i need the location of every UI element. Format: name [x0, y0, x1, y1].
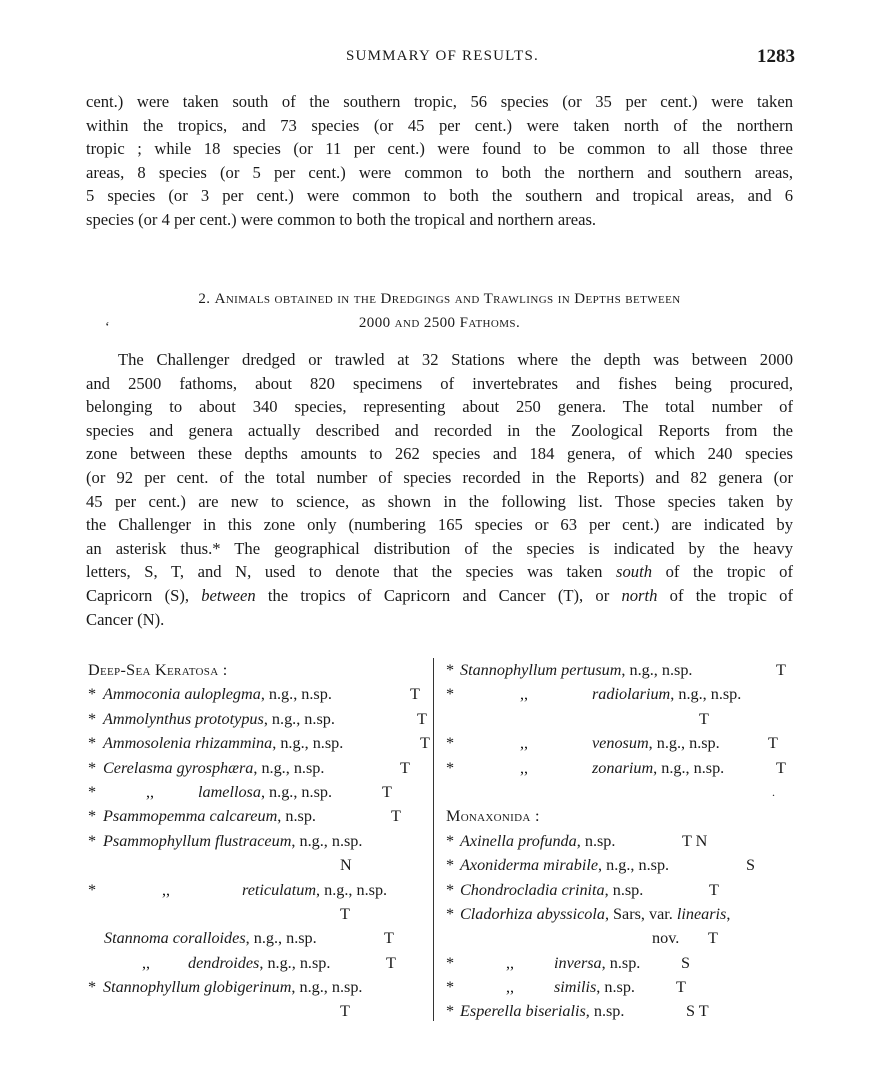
- distribution-letter: S: [746, 856, 756, 875]
- distribution-letter: T: [676, 978, 686, 997]
- species-note: , n.g., n.sp.: [263, 709, 335, 728]
- asterisk-mark: *: [446, 758, 455, 777]
- species-entry: [460, 902, 730, 926]
- running-head: SUMMARY OF RESULTS.: [346, 48, 539, 64]
- list-item: [88, 926, 428, 950]
- distribution-letter: T: [384, 929, 394, 948]
- emphasis: north: [621, 585, 658, 605]
- species-note: , n.g., n.sp.: [316, 880, 388, 899]
- text-run: the tropics of Capricorn and Cancer (T), or: [255, 585, 622, 605]
- species-list-right: [446, 658, 796, 1024]
- asterisk-mark: *: [88, 709, 97, 728]
- species-name: Esperella biserialis: [460, 1002, 586, 1021]
- list-item: [88, 780, 428, 804]
- species-name: radiolarium: [592, 685, 671, 704]
- species-name: lamellosa: [198, 782, 261, 801]
- asterisk-mark: *: [446, 978, 455, 997]
- distribution-letter: S: [681, 953, 691, 972]
- list-item: [446, 902, 796, 926]
- text-line: areas, 8 species (or 5 per cent.) were common to both the northern and southern areas,: [86, 162, 793, 182]
- asterisk-mark: *: [88, 807, 97, 826]
- species-note: , Sars, var.: [604, 904, 677, 923]
- list-item: [446, 829, 796, 853]
- text-line: the Challenger in this zone only (numbering 165 species or 63 per cent.) are indicated by: [86, 515, 793, 535]
- section-title-line-2: 2000 and 2500 Fathoms.: [358, 315, 521, 331]
- species-entry: [460, 658, 692, 682]
- distribution-letter: T: [400, 758, 410, 777]
- distribution-letter: T: [699, 709, 709, 728]
- text-line: [86, 584, 793, 608]
- species-note: , n.sp.: [277, 807, 316, 826]
- asterisk-mark: *: [446, 880, 455, 899]
- species-note: , n.g., n.sp.: [245, 929, 317, 948]
- list-item: [88, 682, 428, 706]
- asterisk-mark: *: [88, 782, 97, 801]
- list-item: [446, 731, 796, 755]
- list-item: [88, 804, 428, 828]
- emphasis: south: [616, 562, 652, 582]
- asterisk-mark: *: [446, 856, 455, 875]
- ditto-mark: ,,: [520, 685, 529, 704]
- distribution-letter: T: [768, 734, 778, 753]
- list-item-continuation: [446, 707, 796, 731]
- list-item-continuation: [446, 926, 796, 950]
- category-deep-sea-keratosa: Deep-Sea Keratosa :: [88, 661, 228, 679]
- species-name: Cerelasma gyrosphæra: [103, 758, 254, 777]
- category-monaxonida: Monaxonida :: [446, 807, 540, 826]
- species-name: similis: [554, 978, 597, 997]
- species-entry: [554, 951, 640, 975]
- species-entry: [103, 975, 362, 999]
- body-paragraph: [86, 348, 793, 631]
- text-run: of the tropic of: [657, 585, 793, 605]
- species-entry: [103, 682, 332, 706]
- distribution-letter: T: [708, 929, 718, 948]
- species-note: , n.g., n.sp.: [291, 978, 363, 997]
- species-note: , n.g., n.sp.: [253, 758, 325, 777]
- list-item: [446, 756, 796, 780]
- species-name: Stannophyllum pertusum: [460, 661, 622, 679]
- species-note: , n.g., n.sp.: [260, 685, 332, 704]
- distribution-letter: T: [417, 709, 427, 728]
- species-entry: [242, 878, 387, 902]
- distribution-letter: S T: [686, 1002, 709, 1021]
- species-name: Ammoconia auloplegma: [103, 685, 261, 704]
- variety-name: linearis: [676, 904, 727, 923]
- species-name: dendroides: [188, 953, 260, 972]
- text-run: Capricorn (S),: [86, 585, 202, 605]
- species-note: , n.sp.: [576, 831, 616, 850]
- species-name: inversa: [554, 953, 602, 972]
- species-name: Stannophyllum globigerinum: [103, 978, 292, 997]
- species-note: , n.sp.: [601, 953, 641, 972]
- text-run: letters, S, T, and N, used to denote that the species was taken: [86, 562, 617, 582]
- distribution-letter: T: [420, 734, 430, 753]
- page-header: [90, 48, 795, 74]
- species-entry: [103, 756, 324, 780]
- text-line: (or 92 per cent. of the total number of species recorded in the Reports) and 82 genera (or: [86, 467, 793, 487]
- text-line: within the tropics, and 73 species (or 45 per cent.) were taken north of the northern: [86, 115, 793, 135]
- distribution-letter: T: [709, 880, 719, 899]
- species-note: nov.: [652, 929, 680, 948]
- species-name: Ammosolenia rhizammina: [103, 734, 273, 753]
- list-item-continuation: [88, 902, 428, 926]
- species-entry: [460, 853, 669, 877]
- stray-dot: .: [772, 784, 775, 799]
- distribution-letter: T: [391, 807, 401, 826]
- species-name: Psammopemma calcareum: [103, 807, 278, 826]
- list-item: [446, 999, 796, 1023]
- species-note: , n.g., n.sp.: [259, 953, 331, 972]
- species-note: , n.g., n.sp.: [653, 758, 725, 777]
- list-item: [88, 951, 428, 975]
- species-entry: [103, 731, 343, 755]
- text-line: and 2500 fathoms, about 820 specimens of invertebrates and fishes being procured,: [86, 373, 793, 393]
- asterisk-mark: *: [446, 904, 455, 923]
- list-item-continuation: [88, 853, 428, 877]
- species-note: , n.g., n.sp.: [260, 782, 333, 801]
- list-item-continuation: [88, 999, 428, 1023]
- species-entry: [592, 731, 720, 755]
- spacer-row: [446, 780, 796, 804]
- ditto-mark: ,,: [520, 734, 529, 753]
- species-entry: [104, 926, 317, 950]
- asterisk-mark: *: [446, 1002, 455, 1021]
- species-entry: [592, 756, 724, 780]
- species-note: , n.g., n.sp.: [272, 734, 344, 753]
- list-item: [88, 975, 428, 999]
- text-line: 45 per cent.) are new to science, as shown in the following list. Those species taken by: [86, 491, 793, 511]
- list-item: [88, 756, 428, 780]
- list-item: [446, 853, 796, 877]
- species-entry: [554, 975, 635, 999]
- text-run: of the tropic of: [652, 562, 794, 582]
- species-name: Axoniderma mirabile: [460, 856, 599, 875]
- asterisk-mark: *: [88, 880, 97, 899]
- list-item: [446, 975, 796, 999]
- species-name: Psammophyllum flustraceum: [103, 831, 292, 850]
- asterisk-mark: *: [446, 734, 455, 753]
- text-line: cent.) were taken south of the southern tropic, 56 species (or 35 per cent.) were taken: [86, 92, 793, 111]
- species-entry: [198, 780, 332, 804]
- page-number: 1283: [757, 46, 795, 67]
- species-note: , n.sp.: [596, 978, 635, 997]
- asterisk-mark: *: [88, 978, 97, 997]
- asterisk-mark: *: [88, 758, 97, 777]
- text-line: species (or 4 per cent.) were common to both the tropical and northern areas.: [86, 209, 597, 229]
- species-note: , n.g., n.sp.: [621, 661, 693, 679]
- distribution-letter: T N: [682, 831, 708, 850]
- ditto-mark: ,,: [506, 953, 515, 972]
- section-heading-line-1: [86, 287, 793, 311]
- ditto-mark: ,,: [506, 978, 515, 997]
- ditto-mark: ,,: [146, 782, 155, 801]
- list-item: [446, 951, 796, 975]
- species-note: , n.g., n.sp.: [598, 856, 670, 875]
- asterisk-mark: *: [446, 831, 455, 850]
- distribution-letter: T: [340, 1002, 350, 1021]
- asterisk-mark: *: [88, 831, 97, 850]
- species-entry: [103, 804, 316, 828]
- text-line: tropic ; while 18 species (or 11 per cent.) were found to be common to all those three: [86, 139, 793, 159]
- ditto-mark: ,,: [142, 953, 151, 972]
- distribution-letter: T: [382, 782, 392, 801]
- text-line: zone between these depths amounts to 262 species and 184 genera, of which 240 species: [86, 444, 793, 464]
- species-name: Cladorhiza abyssicola: [460, 904, 605, 923]
- asterisk-mark: *: [446, 661, 455, 679]
- distribution-letter: T: [410, 685, 420, 704]
- species-note: , n.sp.: [585, 1002, 625, 1021]
- distribution-letter: T: [776, 661, 786, 679]
- species-name: Axinella profunda: [460, 831, 577, 850]
- list-item: [88, 829, 428, 853]
- text-line: species and genera actually described and recorded in the Zoological Reports from the: [86, 420, 793, 440]
- species-note: ,: [726, 904, 731, 923]
- distribution-letter: N: [340, 856, 352, 875]
- column-divider: [433, 658, 434, 1021]
- species-entry: [460, 878, 643, 902]
- list-item: [446, 682, 796, 706]
- species-name: venosum: [592, 734, 649, 753]
- section-heading: [86, 287, 793, 335]
- text-line: belonging to about 340 species, representing about 250 genera. The total number of: [86, 397, 793, 417]
- species-name: zonarium: [592, 758, 654, 777]
- species-name: Chondrocladia crinita: [460, 880, 605, 899]
- list-item: [88, 731, 428, 755]
- list-item: [446, 658, 796, 682]
- text-line: The Challenger dredged or trawled at 32 Stations where the depth was between 2000: [118, 350, 793, 369]
- species-name: reticulatum: [242, 880, 317, 899]
- category-heading: [88, 658, 428, 682]
- species-name: Ammolynthus prototypus: [103, 709, 264, 728]
- species-entry: [460, 829, 615, 853]
- stray-print-mark: ‘: [105, 320, 110, 335]
- species-note: , n.g., n.sp.: [291, 831, 363, 850]
- species-entry: [592, 682, 741, 706]
- species-note: , n.sp.: [604, 880, 644, 899]
- section-number: 2.: [198, 291, 211, 307]
- text-line: 5 species (or 3 per cent.) were common to both the southern and tropical areas, and 6: [86, 186, 793, 206]
- species-entry: [460, 999, 624, 1023]
- emphasis: between: [201, 585, 256, 605]
- distribution-letter: T: [386, 953, 396, 972]
- distribution-letter: T: [776, 758, 786, 777]
- list-item: [88, 878, 428, 902]
- distribution-letter: T: [340, 904, 350, 923]
- species-entry: [103, 707, 335, 731]
- species-entry: [188, 951, 330, 975]
- ditto-mark: ,,: [520, 758, 529, 777]
- species-list-left: [88, 658, 428, 1024]
- species-note: , n.g., n.sp.: [648, 734, 720, 753]
- intro-paragraph: [86, 90, 793, 232]
- species-note: , n.g., n.sp.: [670, 685, 742, 704]
- text-line: [86, 560, 793, 584]
- species-name: Stannoma coralloides: [104, 929, 246, 948]
- species-entry: [103, 829, 362, 853]
- list-item: [446, 878, 796, 902]
- asterisk-mark: *: [446, 685, 455, 704]
- text-line: Cancer (N).: [86, 609, 165, 629]
- asterisk-mark: *: [88, 734, 97, 753]
- list-item: [88, 707, 428, 731]
- section-title-line-1: Animals obtained in the Dredgings and Trawlings in Depths between: [214, 291, 681, 307]
- asterisk-mark: *: [446, 953, 455, 972]
- asterisk-mark: *: [88, 685, 97, 704]
- text-line: an asterisk thus.* The geographical distribution of the species is indicated by the heavy: [86, 538, 793, 558]
- category-heading: [446, 804, 796, 828]
- ditto-mark: ,,: [162, 880, 171, 899]
